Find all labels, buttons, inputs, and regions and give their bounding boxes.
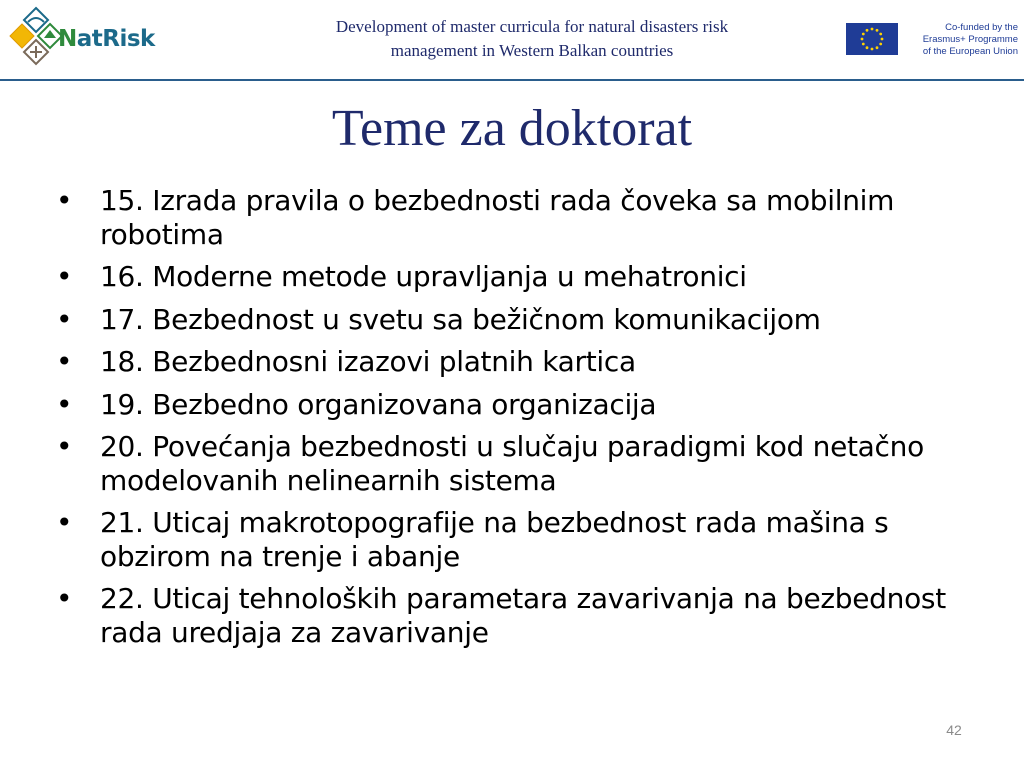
- project-title-line-1: Development of master curricula for natural disasters risk: [335, 17, 729, 36]
- bullet-icon: •: [56, 302, 73, 336]
- bullet-icon: •: [56, 260, 73, 293]
- bullet-icon: •: [56, 387, 73, 421]
- slide-header: [0, 0, 1024, 80]
- bullet-icon: •: [56, 184, 73, 217]
- logo-wordmark: NatRisk: [58, 26, 155, 52]
- list-item-text: 16. Moderne metode upravljanja u mehatronici: [100, 260, 747, 293]
- slide-title: Teme za doktorat: [331, 100, 693, 157]
- eu-text-line-2: Erasmus+ Programme: [922, 34, 1018, 45]
- list-item: [56, 388, 986, 422]
- list-item: [56, 260, 986, 294]
- list-item-text: 17. Bezbednost u svetu sa bežičnom komunikacijom: [100, 302, 821, 336]
- topic-list: [56, 184, 986, 658]
- natrisk-logo: [6, 6, 166, 70]
- bullet-icon: •: [56, 506, 73, 539]
- list-item-text: 15. Izrada pravila o bezbednosti rada čoveka sa mobilnim robotima: [100, 184, 895, 251]
- list-item-text: 21. Uticaj makrotopografije na bezbednost rada mašina s obzirom na trenje i abanje: [100, 506, 889, 573]
- bullet-icon: •: [56, 345, 73, 378]
- eu-text-line-1: Co-funded by the: [945, 22, 1018, 33]
- natrisk-diamond-icon: [6, 6, 66, 70]
- page-number: 42: [946, 722, 962, 738]
- list-item: [56, 506, 986, 573]
- list-item-text: 22. Uticaj tehnoloških parametara zavarivanja na bezbednost rada uredjaja za zavarivanje: [100, 582, 946, 649]
- project-title: [250, 15, 814, 63]
- list-item: [56, 184, 986, 251]
- list-item: [56, 345, 986, 379]
- bullet-icon: •: [56, 582, 73, 615]
- header-divider: [0, 79, 1024, 81]
- eu-cofunded-text: [904, 22, 1018, 58]
- list-item-text: 19. Bezbedno organizovana organizacija: [100, 387, 657, 421]
- bullet-icon: •: [56, 430, 73, 463]
- project-title-line-2: management in Western Balkan countries: [390, 41, 674, 60]
- list-item: [56, 430, 986, 497]
- list-item: [56, 582, 986, 649]
- list-item-text: 18. Bezbednosni izazovi platnih kartica: [100, 345, 636, 378]
- list-item-text: 20. Povećanja bezbednosti u slučaju paradigmi kod netačno modelovanih nelinearnih sistema: [100, 430, 924, 497]
- eu-text-line-3: of the European Union: [922, 46, 1018, 57]
- eu-flag-icon: [846, 23, 898, 55]
- list-item: [56, 303, 986, 337]
